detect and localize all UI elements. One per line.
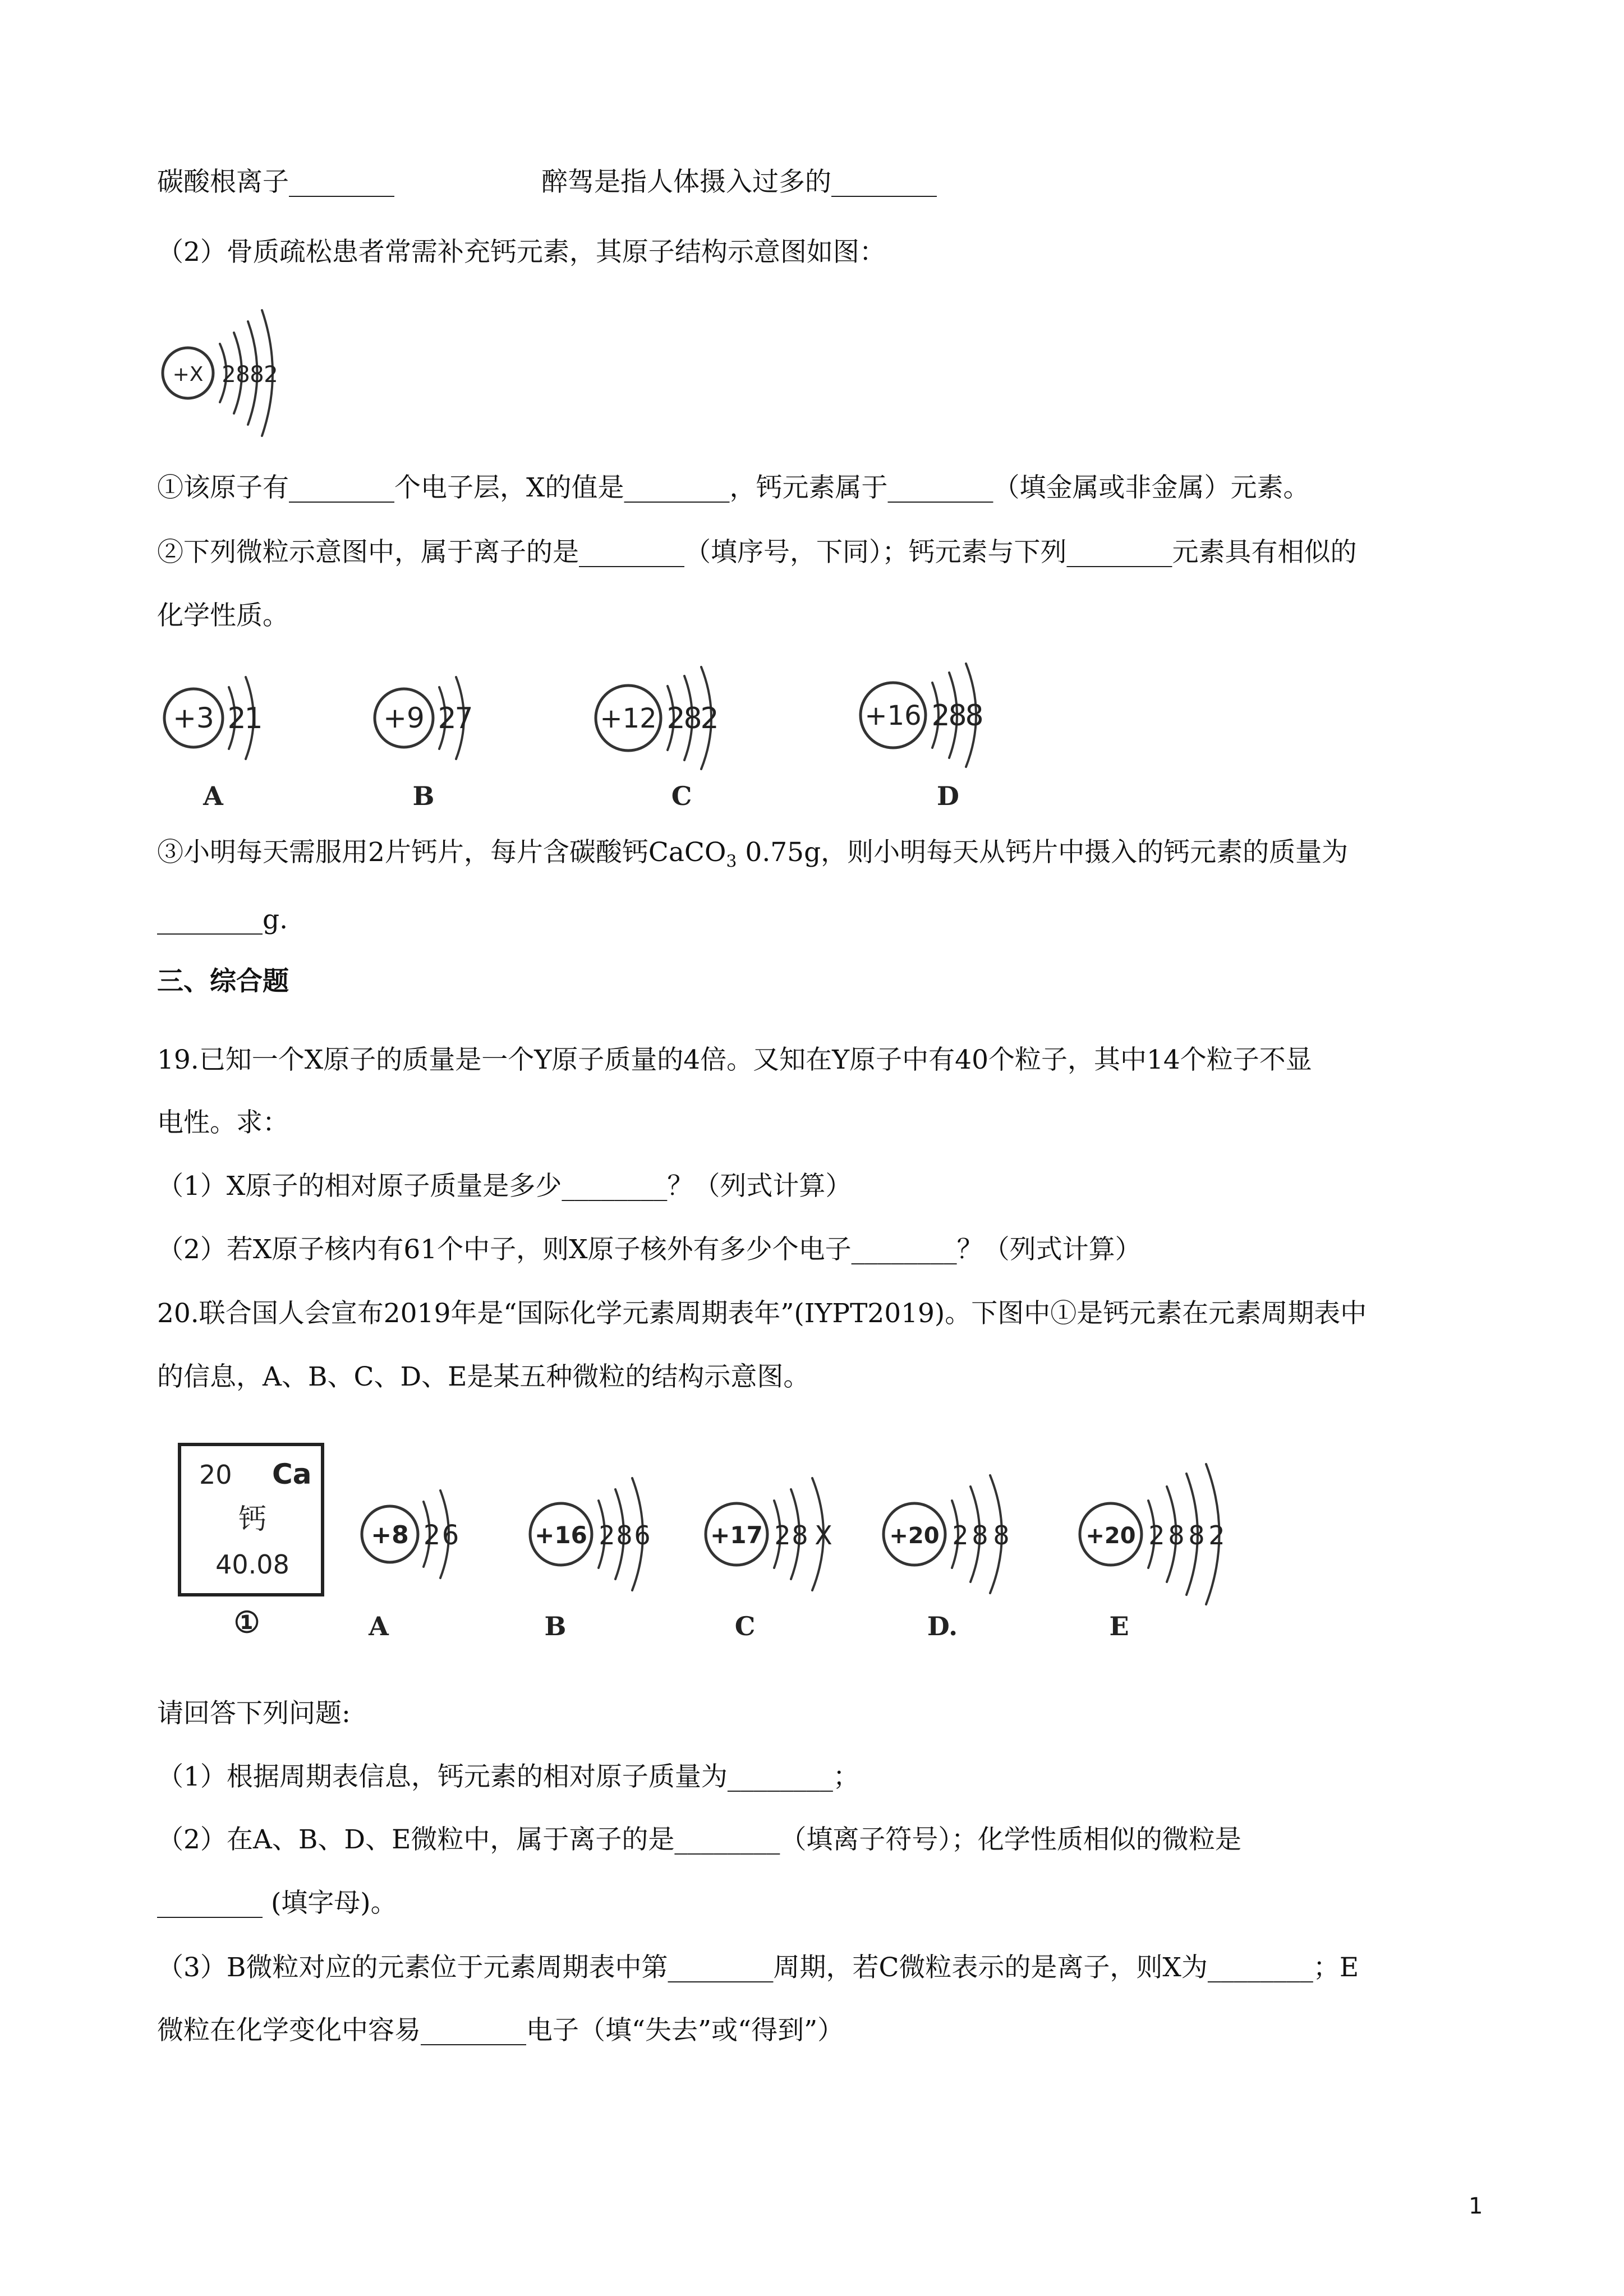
q20-part2-line2: ________ (填字母)。 (157, 1888, 397, 1918)
q19-stem-line1: 19.已知一个X原子的质量是一个Y原子质量的4倍。又知在Y原子中有40个粒子，其中14个粒子不显 (157, 1045, 1312, 1075)
shell-electrons: 6 (634, 1520, 651, 1550)
q20-stem-line2: 的信息，A、B、C、D、E是某五种微粒的结构示意图。 (157, 1361, 810, 1392)
nucleus-charge: +16 (864, 700, 922, 731)
shell-electrons: 2 (700, 702, 719, 735)
particle-label: C (734, 1611, 756, 1641)
shell-electrons: 2 (599, 1520, 615, 1550)
shell-electrons: 8 (965, 699, 984, 733)
shell-electrons: 2 (222, 362, 236, 388)
shell-electrons: 8 (250, 362, 264, 388)
q18-drunk-driving-blank: 醉驾是指人体摄入过多的________ (541, 167, 937, 197)
nucleus-charge: +3 (173, 702, 214, 734)
nucleus-charge: +16 (535, 1521, 587, 1549)
q20-particle-d-diagram (878, 1461, 1046, 1641)
q18-particle-c-diagram (589, 665, 752, 811)
shell-electrons: 8 (683, 702, 702, 735)
shell-electrons: 8 (1168, 1520, 1185, 1550)
nucleus-charge: +9 (383, 702, 425, 734)
shell-electrons: 8 (972, 1520, 988, 1550)
shell-electrons: 1 (244, 702, 263, 735)
particle-label: B (412, 781, 435, 811)
q19-part1: （1）X原子的相对原子质量是多少________？（列式计算） (157, 1171, 852, 1202)
particle-label: E (1109, 1611, 1129, 1641)
particle-label: B (544, 1611, 567, 1641)
particle-label: A (203, 781, 223, 811)
q19-stem-line2: 电性。求： (157, 1107, 289, 1138)
shell-electrons: 2 (952, 1520, 969, 1550)
nucleus-charge: +12 (600, 703, 657, 734)
shell-electrons: 6 (441, 1520, 459, 1551)
q20-particle-c-diagram (700, 1461, 868, 1641)
section-title: 三、综合题 (157, 966, 289, 997)
q20-part2-line1: （2）在A、B、D、E微粒中，属于离子的是________（填离子符号）；化学性质相似的微粒是 (157, 1824, 1241, 1855)
shell-electrons: 8 (792, 1520, 808, 1550)
q20-particle-e-diagram (1074, 1461, 1265, 1641)
nucleus-charge: +20 (889, 1523, 940, 1549)
page-number: 1 (1469, 2193, 1483, 2219)
shell-electrons: 2 (666, 702, 686, 735)
particle-label: D. (927, 1611, 958, 1641)
shell-electrons: 2 (438, 702, 457, 735)
element-name: 钙 (238, 1503, 266, 1535)
q20-prompt: 请回答下列问题: (157, 1698, 351, 1729)
q20-part3-line1: （3）B微粒对应的元素位于元素周期表中第________周期，若C微粒表示的是离子，则X为________；E (157, 1952, 1359, 1983)
atomic-number: 20 (199, 1460, 232, 1490)
shell-electrons: 2 (227, 702, 246, 735)
q18-particle-d-diagram (853, 659, 1021, 811)
shell-electrons: 8 (1188, 1520, 1205, 1550)
shell-electrons: 2 (1148, 1520, 1165, 1550)
particle-label: D (937, 781, 959, 811)
q20-particle-a-diagram (356, 1461, 485, 1641)
q20-part3-line2: 微粒在化学变化中容易________电子（填“失去”或“得到”） (157, 2015, 844, 2046)
shell-electrons: 8 (948, 699, 967, 733)
atomic-mass: 40.08 (215, 1549, 289, 1580)
shell-electrons: 2 (264, 362, 278, 388)
shell-electrons: 2 (423, 1520, 441, 1551)
nucleus-charge: +20 (1085, 1523, 1136, 1549)
q18-item2-line2: 化学性质。 (157, 600, 289, 631)
shell-electrons: 2 (1208, 1520, 1225, 1550)
q18-item2-line1: ②下列微粒示意图中，属于离子的是________（填序号，下同）；钙元素与下列________元素具有相似的 (157, 537, 1357, 568)
q19-part2: （2）若X原子核内有61个中子，则X原子核外有多少个电子________？（列式计算） (157, 1234, 1142, 1265)
calcium-periodic-cell (174, 1439, 342, 1641)
shell-electrons: 8 (236, 362, 250, 388)
nucleus-charge: +17 (710, 1521, 763, 1549)
calcium-atom-diagram (157, 300, 297, 429)
q18-carbonate-blank: 碳酸根离子________ (157, 167, 394, 197)
q18-particle-b-diagram (367, 665, 502, 811)
nucleus-charge: +8 (371, 1521, 409, 1549)
q18-item1: ①该原子有________个电子层，X的值是________，钙元素属于________（填金属或非金属）元素。 (157, 472, 1310, 503)
shell-electrons: 8 (993, 1520, 1010, 1550)
q18-item3-line1: ③小明每天需服用2片钙片，每片含碳酸钙CaCO$_3$ 0.75g，则小明每天从钙片中摄入的钙元素的质量为 (157, 837, 1349, 872)
q20-particle-b-diagram (525, 1461, 682, 1641)
cell-label: ① (233, 1605, 260, 1640)
shell-electrons: 7 (454, 702, 473, 735)
q18-item3-line2: ________g. (157, 904, 288, 935)
q20-part1: （1）根据周期表信息，钙元素的相对原子质量为________； (157, 1761, 859, 1792)
nucleus-charge: +X (172, 363, 204, 386)
particle-label: A (369, 1611, 389, 1641)
q18-particle-a-diagram (157, 665, 292, 811)
shell-electrons: X (815, 1520, 832, 1550)
q18-part2-intro: （2）骨质疏松患者常需补充钙元素，其原子结构示意图如图： (157, 237, 886, 268)
particle-label: C (671, 781, 692, 811)
shell-electrons: 2 (931, 699, 950, 733)
element-symbol: Ca (272, 1458, 312, 1490)
shell-electrons: 2 (774, 1520, 791, 1550)
shell-electrons: 8 (616, 1520, 633, 1550)
q20-stem-line1: 20.联合国人会宣布2019年是“国际化学元素周期表年”(IYPT2019)。下图中①是钙元素在元素周期表中 (157, 1298, 1367, 1329)
